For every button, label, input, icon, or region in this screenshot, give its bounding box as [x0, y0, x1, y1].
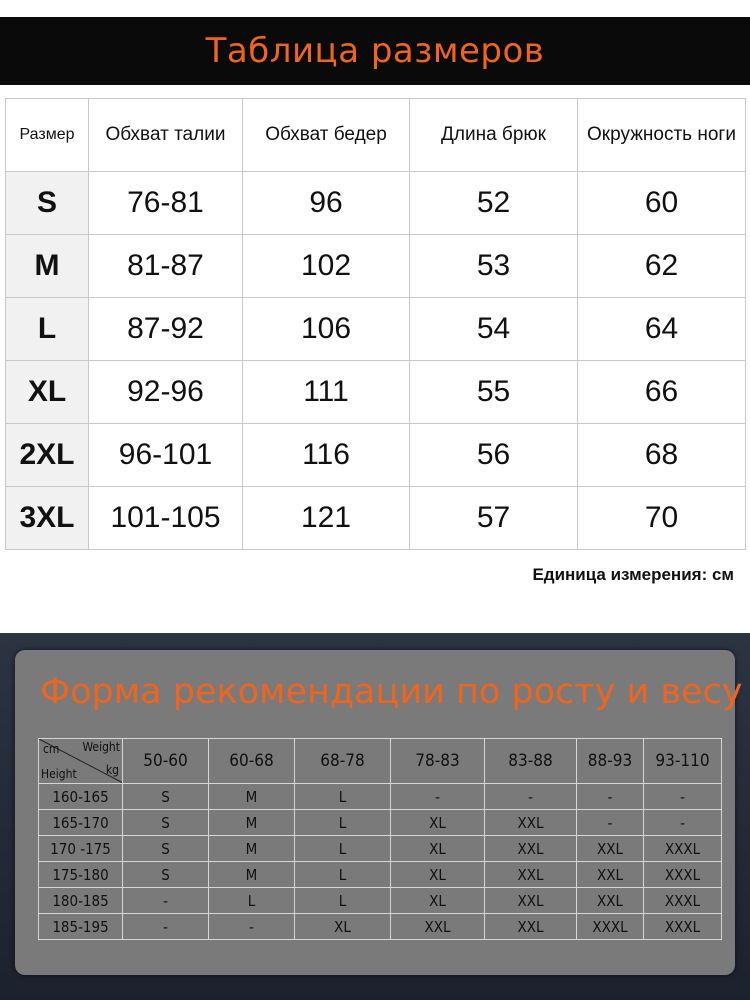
weight-range: 83-88	[485, 739, 577, 784]
corner-cell	[39, 739, 123, 784]
weight-range: 60-68	[209, 739, 295, 784]
waist-value: 96-101	[89, 424, 243, 487]
table-row	[6, 235, 746, 298]
length-value: 56	[410, 424, 578, 487]
table-row	[39, 914, 722, 940]
size-cell: L	[295, 836, 391, 862]
size-chart-banner	[0, 17, 750, 85]
size-cell: XL	[391, 836, 485, 862]
size-cell: -	[209, 914, 295, 940]
size-cell: -	[577, 810, 644, 836]
size-cell: S	[123, 810, 209, 836]
leg-value: 64	[578, 298, 746, 361]
waist-value: 92-96	[89, 361, 243, 424]
size-cell: M	[209, 862, 295, 888]
size-cell: S	[123, 862, 209, 888]
size-cell: -	[577, 784, 644, 810]
size-cell: M	[209, 784, 295, 810]
weight-range: 78-83	[391, 739, 485, 784]
corner-kg: kg	[105, 763, 119, 777]
corner-weight: Weight	[82, 740, 120, 754]
recommendation-table	[38, 738, 722, 940]
table-row	[39, 836, 722, 862]
table-row	[6, 172, 746, 235]
waist-value: 87-92	[89, 298, 243, 361]
size-cell: XXL	[485, 810, 577, 836]
size-cell: XXXL	[644, 836, 722, 862]
unit-note: Единица измерения: см	[532, 565, 734, 584]
length-value: 57	[410, 487, 578, 550]
size-cell: XXL	[577, 888, 644, 914]
recommendation-title: Форма рекомендации по росту и весу	[40, 672, 743, 712]
header-length: Длина брюк	[410, 99, 578, 172]
recommendation-header	[39, 739, 722, 784]
table-row	[6, 424, 746, 487]
size-cell: -	[123, 888, 209, 914]
size-cell: -	[644, 784, 722, 810]
leg-value: 68	[578, 424, 746, 487]
size-cell: XXL	[391, 914, 485, 940]
size-label: 2XL	[6, 424, 89, 487]
hips-value: 116	[243, 424, 410, 487]
header-size: Размер	[6, 99, 89, 172]
size-cell: L	[295, 784, 391, 810]
size-label: M	[6, 235, 89, 298]
header-leg: Окружность ноги	[578, 99, 746, 172]
size-cell: XXXL	[644, 862, 722, 888]
size-label: 3XL	[6, 487, 89, 550]
length-value: 53	[410, 235, 578, 298]
waist-value: 76-81	[89, 172, 243, 235]
size-cell: XL	[295, 914, 391, 940]
size-cell: XL	[391, 888, 485, 914]
corner-cm: cm	[43, 742, 60, 756]
weight-range: 88-93	[577, 739, 644, 784]
size-cell: -	[391, 784, 485, 810]
size-cell: XXL	[485, 836, 577, 862]
size-cell: XXXL	[644, 888, 722, 914]
header-hips: Обхват бедер	[243, 99, 410, 172]
hips-value: 102	[243, 235, 410, 298]
size-cell: L	[295, 862, 391, 888]
size-cell: S	[123, 784, 209, 810]
height-range: 180-185	[39, 888, 123, 914]
size-label: S	[6, 172, 89, 235]
header-waist: Обхват талии	[89, 99, 243, 172]
size-cell: M	[209, 810, 295, 836]
waist-value: 81-87	[89, 235, 243, 298]
size-cell: -	[485, 784, 577, 810]
table-row	[39, 784, 722, 810]
height-range: 175-180	[39, 862, 123, 888]
table-row	[39, 862, 722, 888]
size-cell: L	[209, 888, 295, 914]
weight-range: 50-60	[123, 739, 209, 784]
size-table	[5, 98, 746, 550]
size-cell: XXL	[485, 888, 577, 914]
table-row	[39, 810, 722, 836]
size-table-header	[6, 99, 746, 172]
length-value: 54	[410, 298, 578, 361]
size-cell: M	[209, 836, 295, 862]
hips-value: 106	[243, 298, 410, 361]
size-cell: L	[295, 810, 391, 836]
size-cell: XL	[391, 810, 485, 836]
size-cell: -	[644, 810, 722, 836]
table-row	[6, 487, 746, 550]
size-cell: XXL	[485, 914, 577, 940]
size-label: L	[6, 298, 89, 361]
size-cell: XL	[391, 862, 485, 888]
hips-value: 121	[243, 487, 410, 550]
size-cell: XXL	[485, 862, 577, 888]
weight-range: 93-110	[644, 739, 722, 784]
size-cell: XXXL	[577, 914, 644, 940]
leg-value: 66	[578, 361, 746, 424]
leg-value: 62	[578, 235, 746, 298]
size-cell: S	[123, 836, 209, 862]
height-range: 185-195	[39, 914, 123, 940]
hips-value: 111	[243, 361, 410, 424]
size-cell: XXXL	[644, 914, 722, 940]
length-value: 55	[410, 361, 578, 424]
table-row	[39, 888, 722, 914]
leg-value: 70	[578, 487, 746, 550]
size-cell: L	[295, 888, 391, 914]
table-row	[6, 361, 746, 424]
weight-range: 68-78	[295, 739, 391, 784]
leg-value: 60	[578, 172, 746, 235]
size-chart-title: Таблица размеров	[205, 31, 545, 71]
size-cell: XXL	[577, 862, 644, 888]
table-row	[6, 298, 746, 361]
corner-height: Height	[41, 767, 77, 781]
height-range: 170 -175	[39, 836, 123, 862]
hips-value: 96	[243, 172, 410, 235]
size-cell: -	[123, 914, 209, 940]
height-range: 160-165	[39, 784, 123, 810]
length-value: 52	[410, 172, 578, 235]
waist-value: 101-105	[89, 487, 243, 550]
size-cell: XXL	[577, 836, 644, 862]
height-range: 165-170	[39, 810, 123, 836]
size-label: XL	[6, 361, 89, 424]
